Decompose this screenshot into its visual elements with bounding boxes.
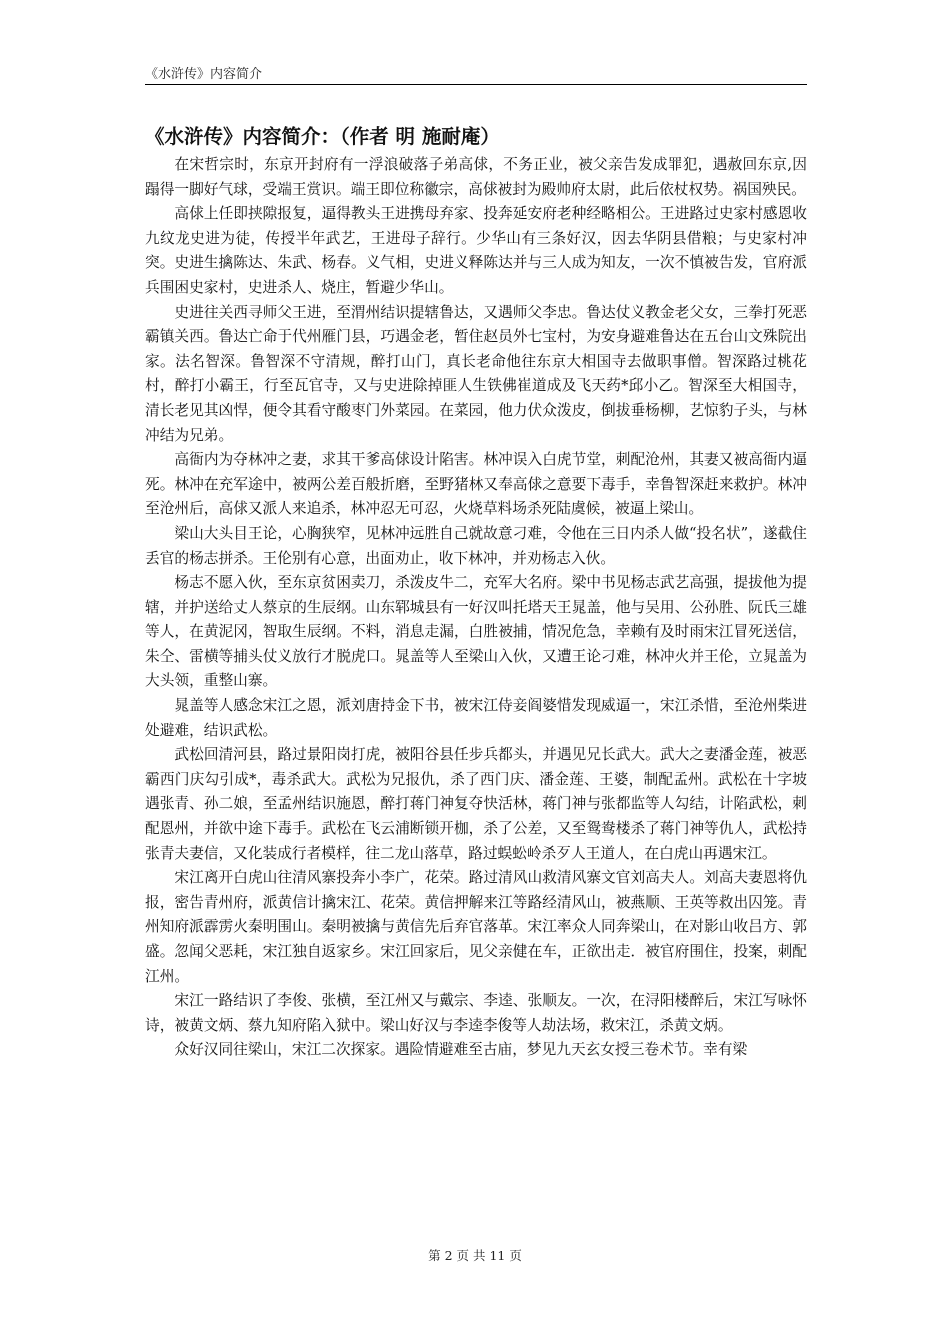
paragraph: 高俅上任即挟隙报复，逼得教头王进携母弃家、投奔延安府老种经略相公。王进路过史家村感恩收九纹龙史进为徒，传授半年武艺，王进母子辞行。少华山有三条好汉，因去华阴县借粮；与史家村冲突。史进生擒陈达、朱武、杨春。义气相，史进义释陈达并与三人成为知友，一次不慎被告发，官府派兵围困史家村，史进杀人、烧庄，暂避少华山。 [145, 205, 807, 296]
paragraph: 史进往关西寻师父王进，至渭州结识提辖鲁达，又遇师父李忠。鲁达仗义教金老父女，三拳打死恶霸镇关西。鲁达亡命于代州雁门县，巧遇金老，暂住赵员外七宝村，为安身避难鲁达在五台山文殊院出家。法名智深。鲁智深不守清规，醉打山门，真长老命他往东京大相国寺去做职事僧。智深路过桃花村，醉打小霸王，行至瓦官寺，又与史进除掉匪人生铁佛崔道成及飞天药*邱小乙。智深至大相国寺，清长老见其凶悍，便令其看守酸枣门外菜园。在菜园，他力伏众泼皮，倒拔垂杨柳，艺惊豹子头，与林冲结为兄弟。 [145, 303, 807, 444]
paragraph: 高衙内为夺林冲之妻，求其干爹高俅设计陷害。林冲误入白虎节堂，刺配沧州，其妻又被高衙内逼死。林冲在充军途中，被两公差百般折磨，至野猪林又奉高俅之意要下毒手，幸鲁智深赶来救护。林冲至沧州后，高俅又派人来追杀，林冲忍无可忍，火烧草料场杀死陆虞候，被逼上梁山。 [145, 451, 807, 518]
paragraph: 杨志不愿入伙，至东京贫困卖刀，杀泼皮牛二，充军大名府。梁中书见杨志武艺高强，提拔他为提辖，并护送给丈人蔡京的生辰纲。山东郓城县有一好汉叫托塔天王晁盖，他与吴用、公孙胜、阮氏三雄等人，在黄泥冈，智取生辰纲。不料，消息走漏，白胜被捕，情况危急，幸赖有及时雨宋江冒死送信，朱仝、雷横等捕头仗义放行才脱虎口。晁盖等人至梁山入伙，又遭王论刁难，林冲火并王伦，立晁盖为大头领，重整山寨。 [145, 574, 807, 690]
paragraph: 在宋哲宗时，东京开封府有一浮浪破落子弟高俅，不务正业，被父亲告发成罪犯，遇赦回东京,因蹋得一脚好气球，受端王赏识。端王即位称徽宗，高俅被封为殿帅府太尉，此后依杖权势。祸国殃民。 [145, 156, 807, 198]
document-body [145, 123, 807, 1063]
paragraph: 武松回清河县，路过景阳岗打虎，被阳谷县任步兵都头，并遇见兄长武大。武大之妻潘金莲，被恶霸西门庆勾引成*，毒杀武大。武松为兄报仇，杀了西门庆、潘金莲、王婆，制配孟州。武松在十字坡遇张青、孙二娘，至孟州结识施恩，醉打蒋门神复夺快活林，蒋门神与张都监等人勾结，计陷武松，刺配恩州，并欲中途下毒手。武松在飞云浦断锁开枷，杀了公差，又至鸳鸯楼杀了蒋门神等仇人，武松持张青夫妻信，又化装成行者模样，往二龙山落草，路过蜈蚣岭杀歹人王道人，在白虎山再遇宋江。 [145, 746, 807, 862]
paragraph: 宋江离开白虎山往清风寨投奔小李广，花荣。路过清风山救清风寨文官刘高夫人。刘高夫妻恩将仇报，密告青州府，派黄信计擒宋江、花荣。黄信押解来江等路经清风山，被燕顺、王英等救出囚笼。青州知府派霹雳火秦明围山。秦明被擒与黄信先后弃官落革。宋江率众人同奔梁山，在对影山收吕方、郭盛。忽闻父恶耗，宋江独自返家乡。宋江回家后，见父亲健在车，正欲出走．被官府围住，投案，刺配江州。 [145, 869, 807, 985]
header-title: 《水浒传》内容简介 [145, 67, 263, 82]
paragraph: 众好汉同往梁山，宋江二次探家。遇险情避难至古庙，梦见九天玄女授三卷术节。幸有梁 [174, 1041, 748, 1059]
paragraph: 梁山大头目王论，心胸狭窄，见林冲远胜自己就故意刁难，令他在三日内杀人做“投名状”，遂截住丢官的杨志拼杀。王伦别有心意，出面劝止，收下林冲，并劝杨志入伙。 [145, 524, 807, 567]
page-header [145, 62, 807, 85]
page-number: 第 2 页 共 11 页 [428, 1248, 522, 1263]
paragraph: 晁盖等人感念宋江之恩，派刘唐持金下书，被宋江侍妾阎婆惜发现威逼一，宋江杀惜，至沧州柴进处避难，结识武松。 [145, 697, 807, 739]
document-title: 《水浒传》内容简介：（作者 明 施耐庵） [145, 125, 500, 148]
paragraph: 宋江一路结识了李俊、张横，至江州又与戴宗、李逵、张顺友。一次，在浔阳楼醉后，宋江写咏怀诗，被黄文炳、蔡九知府陷入狱中。梁山好汉与李逵李俊等人劫法场，救宋江，杀黄文炳。 [145, 992, 807, 1034]
page-footer [0, 1246, 950, 1264]
